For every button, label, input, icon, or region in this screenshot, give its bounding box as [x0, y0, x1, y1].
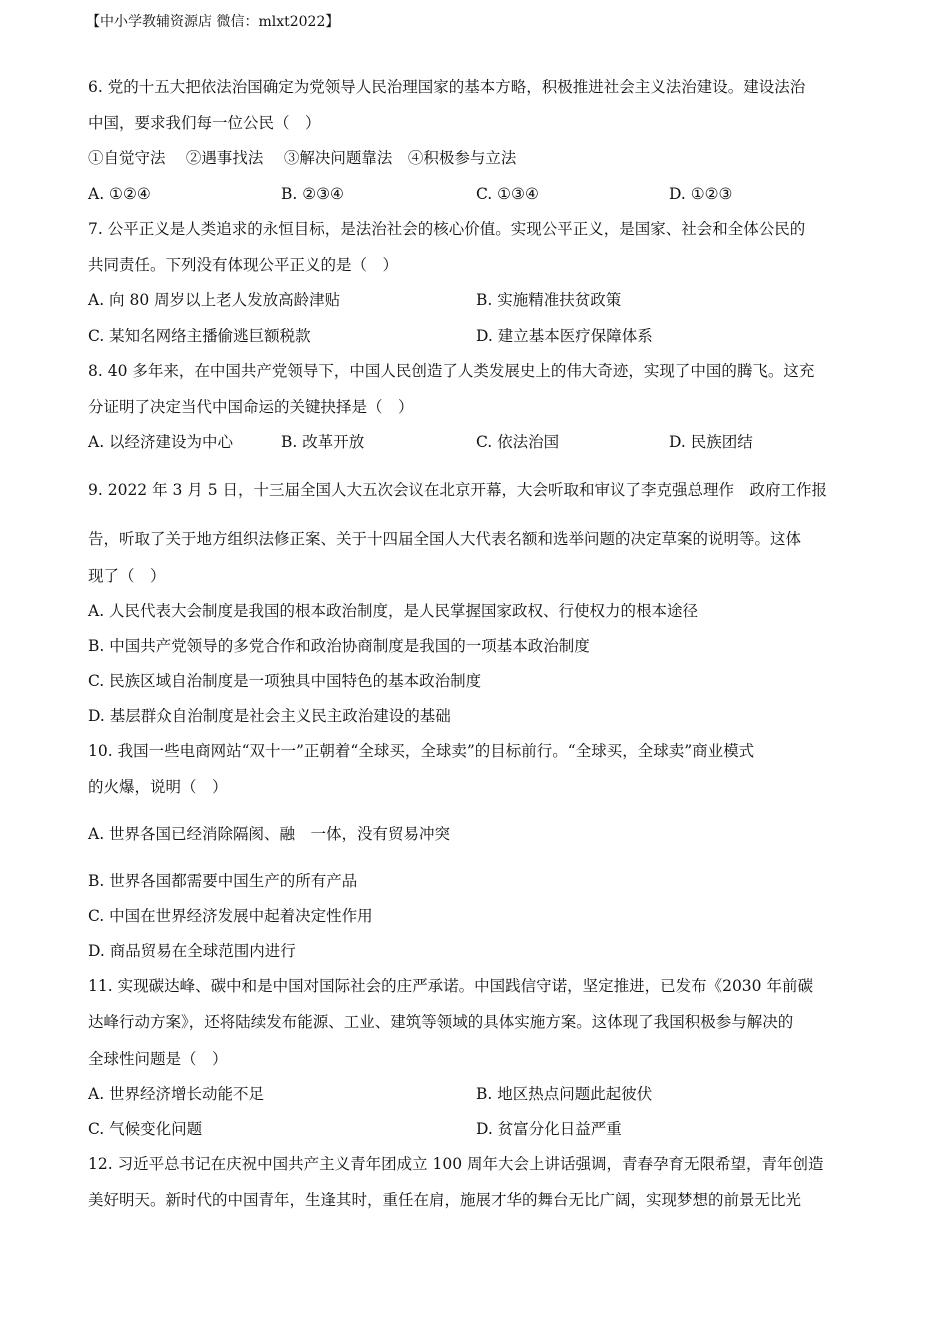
q8-stem-line1: 8. 40 多年来，在中国共产党领导下，中国人民创造了人类发展史上的伟大奇迹，实现了中国的腾飞。这充 [88, 362, 815, 380]
q11-option-b: B. 地区热点问题此起彼伏 [476, 1085, 653, 1103]
q6-stem-line1: 6. 党的十五大把依法治国确定为党领导人民治理国家的基本方略，积极推进社会主义法治建设。建设法治 [88, 78, 806, 96]
page-header: 【中小学教辅资源店 微信：mlxt2022】 [86, 14, 340, 30]
q9-stem-line3: 现了（ ） [88, 567, 166, 585]
q9-stem-line1: 9. 2022 年 3 月 5 日，十三届全国人大五次会议在北京开幕，大会听取和审议了李克强总理作 政府工作报 [88, 481, 828, 499]
q9-option-a: A. 人民代表大会制度是我国的根本政治制度，是人民掌握国家政权、行使权力的根本途径 [88, 602, 699, 620]
q12-stem-line2: 美好明天。新时代的中国青年，生逢其时，重任在肩，施展才华的舞台无比广阔，实现梦想的前景无比光 [88, 1191, 802, 1209]
q10-stem-line2: 的火爆，说明（ ） [88, 778, 228, 796]
q10-stem-line1: 10. 我国一些电商网站“双十一”正朝着“全球买，全球卖”的目标前行。“全球买，全球卖”商业模式 [88, 742, 755, 760]
q11-stem-line1: 11. 实现碳达峰、碳中和是中国对国际社会的庄严承诺。中国践信守诺，坚定推进，已发布《2030 年前碳 [88, 977, 813, 995]
q10-option-c: C. 中国在世界经济发展中起着决定性作用 [88, 907, 373, 925]
q7-stem-line1: 7. 公平正义是人类追求的永恒目标，是法治社会的核心价值。实现公平正义，是国家、社会和全体公民的 [88, 220, 806, 238]
q9-option-c: C. 民族区域自治制度是一项独具中国特色的基本政治制度 [88, 672, 482, 690]
q6-option-a: A. ①②④ [88, 185, 151, 203]
q7-option-c: C. 某知名网络主播偷逃巨额税款 [88, 327, 311, 345]
q8-option-c: C. 依法治国 [476, 433, 560, 451]
q6-option-b: B. ②③④ [281, 185, 344, 203]
q11-option-d: D. 贫富分化日益严重 [476, 1120, 622, 1138]
q6-items: ①自觉守法 ②遇事找法 ③解决问题靠法 ④积极参与立法 [88, 149, 517, 167]
q9-stem-line2: 告，听取了关于地方组织法修正案、关于十四届全国人大代表名额和选举问题的决定草案的说明等。这体 [88, 530, 802, 548]
q6-option-d: D. ①②③ [669, 185, 733, 203]
q8-option-a: A. 以经济建设为中心 [88, 433, 234, 451]
q11-stem-line2: 达峰行动方案》，还将陆续发布能源、工业、建筑等领域的具体实施方案。这体现了我国积极参与解决的 [88, 1013, 794, 1031]
q11-option-c: C. 气候变化问题 [88, 1120, 203, 1138]
q8-stem-line2: 分证明了决定当代中国命运的关键抉择是（ ） [88, 398, 414, 416]
q7-option-a: A. 向 80 周岁以上老人发放高龄津贴 [88, 291, 341, 309]
q10-option-a: A. 世界各国已经消除隔阂、融 一体，没有贸易冲突 [88, 825, 451, 843]
q9-option-b: B. 中国共产党领导的多党合作和政治协商制度是我国的一项基本政治制度 [88, 637, 590, 655]
q12-stem-line1: 12. 习近平总书记在庆祝中国共产主义青年团成立 100 周年大会上讲话强调，青春孕育无限希望，青年创造 [88, 1155, 824, 1173]
q8-option-b: B. 改革开放 [281, 433, 365, 451]
q11-stem-line3: 全球性问题是（ ） [88, 1050, 228, 1068]
q7-option-d: D. 建立基本医疗保障体系 [476, 327, 653, 345]
q8-option-d: D. 民族团结 [669, 433, 753, 451]
q11-option-a: A. 世界经济增长动能不足 [88, 1085, 265, 1103]
q6-option-c: C. ①③④ [476, 185, 539, 203]
q6-stem-line2: 中国，要求我们每一位公民（ ） [88, 114, 321, 132]
q10-option-b: B. 世界各国都需要中国生产的所有产品 [88, 872, 358, 890]
q9-option-d: D. 基层群众自治制度是社会主义民主政治建设的基础 [88, 707, 451, 725]
q7-option-b: B. 实施精准扶贫政策 [476, 291, 622, 309]
q10-option-d: D. 商品贸易在全球范围内进行 [88, 942, 296, 960]
q7-stem-line2: 共同责任。下列没有体现公平正义的是（ ） [88, 256, 399, 274]
